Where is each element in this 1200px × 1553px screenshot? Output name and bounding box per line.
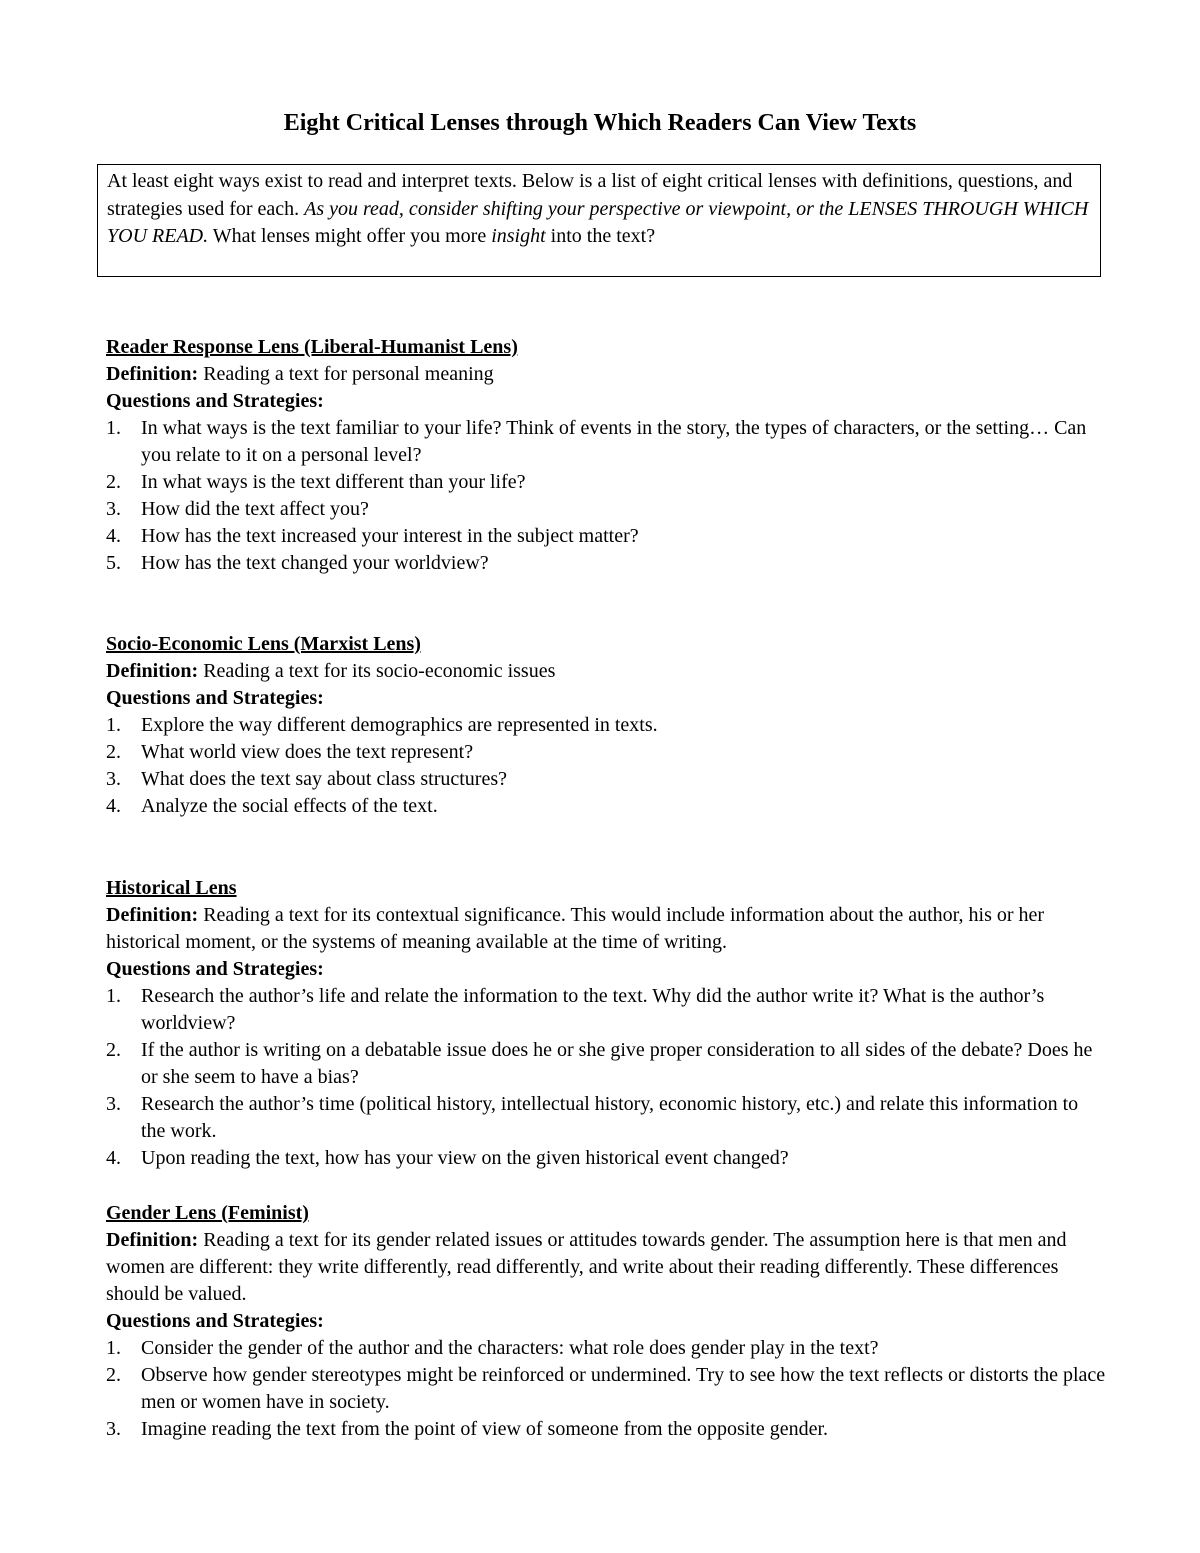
intro-part-3: into the text?	[545, 225, 656, 247]
section-definition	[106, 1227, 1106, 1308]
section-definition	[106, 361, 1106, 388]
list-item	[106, 712, 1106, 739]
questions-label: Questions and Strategies:	[106, 1310, 324, 1332]
list-item	[106, 793, 1106, 820]
item-text: Research the author’s time (political history, intellectual history, economic history, etc.) and relate this information to the work.	[141, 1093, 1079, 1142]
item-text: If the author is writing on a debatable issue does he or she give proper consideration to all sides of the debate? Does he or she seem to have a bias?	[141, 1039, 1093, 1088]
list-item	[106, 1091, 1106, 1145]
item-text: How did the text affect you?	[141, 498, 369, 520]
section-socio-economic	[106, 631, 1106, 820]
question-list	[106, 983, 1106, 1172]
list-item	[106, 983, 1106, 1037]
item-number: 3.	[106, 498, 121, 520]
item-number: 1.	[106, 417, 121, 439]
question-list	[106, 712, 1106, 820]
list-item	[106, 469, 1106, 496]
section-historical	[106, 875, 1106, 1172]
item-number: 3.	[106, 1418, 121, 1440]
item-number: 4.	[106, 795, 121, 817]
item-number: 2.	[106, 1039, 121, 1061]
list-item	[106, 1362, 1106, 1416]
section-heading: Gender Lens (Feminist)	[106, 1202, 309, 1224]
list-item	[106, 496, 1106, 523]
item-number: 3.	[106, 768, 121, 790]
list-item	[106, 523, 1106, 550]
definition-text: Reading a text for its gender related issues or attitudes towards gender. The assumption here is that men and women are different: they write differently, read differently, and write about their reading differently. These differences should be valued.	[106, 1229, 1067, 1305]
question-list	[106, 1335, 1106, 1443]
questions-label: Questions and Strategies:	[106, 687, 324, 709]
item-number: 3.	[106, 1093, 121, 1115]
definition-label: Definition:	[106, 1229, 199, 1251]
section-definition	[106, 902, 1106, 956]
section-gender	[106, 1200, 1106, 1443]
item-text: Research the author’s life and relate the information to the text. Why did the author write it? What is the author’s worldview?	[141, 985, 1045, 1034]
item-number: 2.	[106, 741, 121, 763]
questions-label: Questions and Strategies:	[106, 958, 324, 980]
section-heading: Socio-Economic Lens (Marxist Lens)	[106, 633, 421, 655]
list-item	[106, 1335, 1106, 1362]
item-number: 1.	[106, 714, 121, 736]
item-text: Consider the gender of the author and the characters: what role does gender play in the text?	[141, 1337, 879, 1359]
item-text: In what ways is the text different than your life?	[141, 471, 526, 493]
list-item	[106, 1416, 1106, 1443]
definition-label: Definition:	[106, 660, 199, 682]
intro-part-1: At least eight ways exist to read and interpret texts. Below is a list of eight critical lenses with definitions, questions, and strategies used for each.	[107, 170, 1073, 220]
list-item	[106, 415, 1106, 469]
section-definition	[106, 658, 1106, 685]
section-reader-response	[106, 334, 1106, 577]
page-title: Eight Critical Lenses through Which Readers Can View Texts	[283, 110, 917, 136]
definition-text: Reading a text for its socio-economic issues	[203, 660, 556, 682]
definition-text: Reading a text for personal meaning	[203, 363, 494, 385]
item-text: Upon reading the text, how has your view on the given historical event changed?	[141, 1147, 789, 1169]
item-text: Imagine reading the text from the point of view of someone from the opposite gender.	[141, 1418, 829, 1440]
intro-box	[97, 164, 1101, 277]
item-number: 1.	[106, 985, 121, 1007]
intro-part-2: What lenses might offer you more	[208, 225, 492, 247]
item-number: 5.	[106, 552, 121, 574]
intro-italic-1: As you read, consider shifting your perspective or viewpoint, or the LENSES THROUGH WHICH YOU READ.	[107, 197, 1089, 247]
definition-text: Reading a text for its contextual significance. This would include information about the author, his or her historical moment, or the systems of meaning available at the time of writing.	[106, 904, 1045, 953]
intro-text	[107, 168, 1092, 251]
item-number: 1.	[106, 1337, 121, 1359]
definition-label: Definition:	[106, 363, 199, 385]
item-text: Analyze the social effects of the text.	[141, 795, 438, 817]
question-list	[106, 415, 1106, 577]
item-number: 2.	[106, 471, 121, 493]
item-text: How has the text increased your interest in the subject matter?	[141, 525, 639, 547]
item-text: In what ways is the text familiar to your life? Think of events in the story, the types of characters, or the setting… Can you relate to it on a personal level?	[141, 417, 1087, 466]
list-item	[106, 550, 1106, 577]
list-item	[106, 766, 1106, 793]
item-number: 4.	[106, 1147, 121, 1169]
item-text: Explore the way different demographics are represented in texts.	[141, 714, 658, 736]
intro-italic-2: insight	[491, 225, 546, 247]
list-item	[106, 739, 1106, 766]
item-text: What world view does the text represent?	[141, 741, 474, 763]
definition-label: Definition:	[106, 904, 199, 926]
section-heading: Historical Lens	[106, 877, 237, 899]
list-item	[106, 1037, 1106, 1091]
item-text: How has the text changed your worldview?	[141, 552, 489, 574]
item-number: 4.	[106, 525, 121, 547]
item-text: What does the text say about class structures?	[141, 768, 507, 790]
list-item	[106, 1145, 1106, 1172]
item-text: Observe how gender stereotypes might be reinforced or undermined. Try to see how the text reflects or distorts the place men or women have in society.	[141, 1364, 1106, 1413]
questions-label: Questions and Strategies:	[106, 390, 324, 412]
section-heading: Reader Response Lens (Liberal-Humanist Lens)	[106, 336, 518, 358]
item-number: 2.	[106, 1364, 121, 1386]
